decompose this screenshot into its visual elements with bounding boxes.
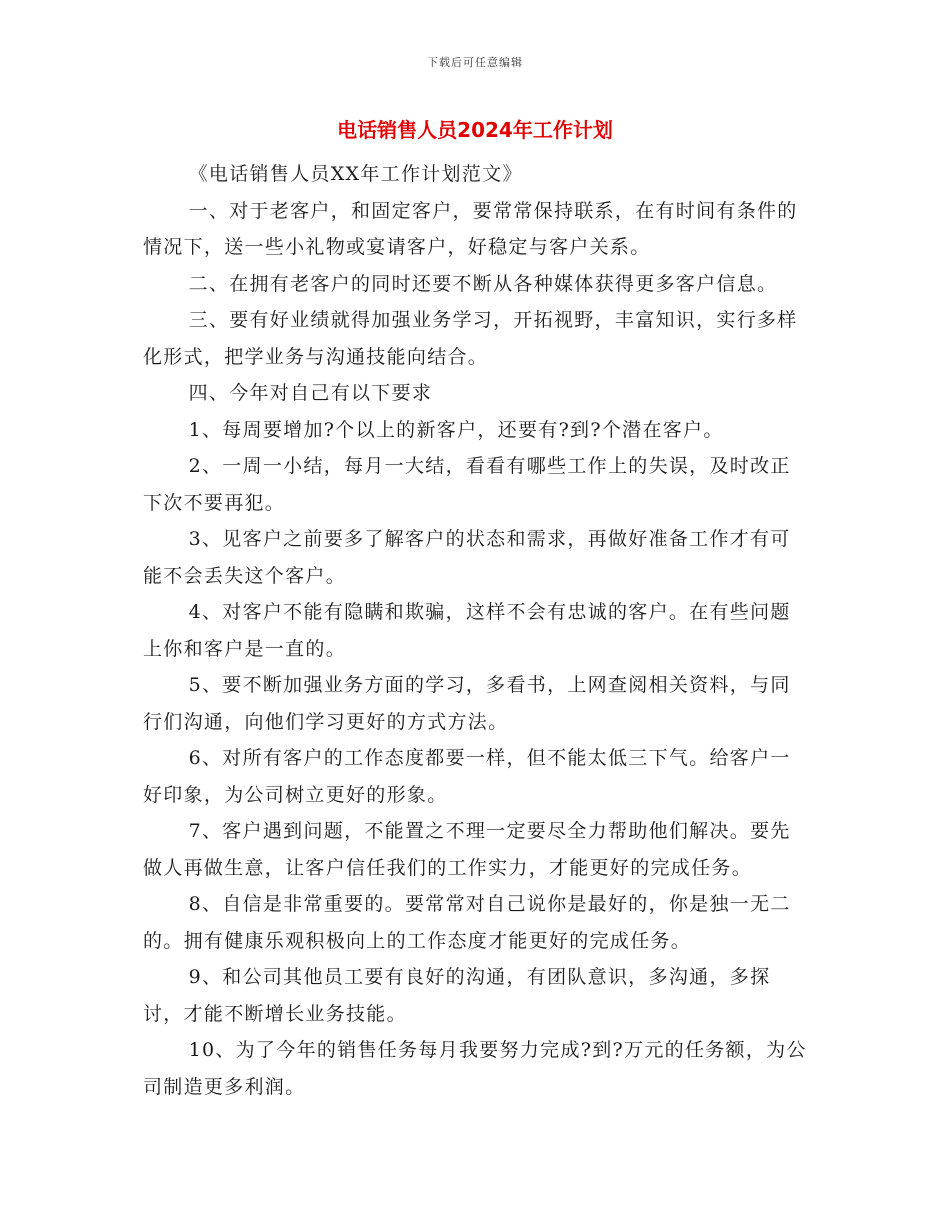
document-body [143, 156, 807, 1105]
requirement-9: 9、和公司其他员工要有良好的沟通，有团队意识，多沟通，多探讨，才能不断增长业务技能。 [143, 966, 771, 1025]
requirement-5: 5、要不断加强业务方面的学习，多看书，上网查阅相关资料，与同行们沟通，向他们学习更好的方式方法。 [143, 674, 791, 733]
requirement-4: 4、对客户不能有隐瞒和欺骗，这样不会有忠诚的客户。在有些问题上你和客户是一直的。 [143, 601, 791, 660]
requirement-1: 1、每周要增加?个以上的新客户，还要有?到?个潜在客户。 [188, 418, 724, 441]
requirement-2: 2、一周一小结，每月一大结，看看有哪些工作上的失误，及时改正下次不要再犯。 [143, 455, 791, 514]
requirement-8: 8、自信是非常重要的。要常常对自己说你是最好的，你是独一无二的。拥有健康乐观积极向上的工作态度才能更好的完成任务。 [143, 893, 791, 952]
requirement-6: 6、对所有客户的工作态度都要一样，但不能太低三下气。给客户一好印象，为公司树立更好的形象。 [143, 747, 791, 806]
requirement-7: 7、客户遇到问题，不能置之不理一定要尽全力帮助他们解决。要先做人再做生意，让客户信任我们的工作实力，才能更好的完成任务。 [143, 820, 791, 879]
document-title: 电话销售人员2024年工作计划 [337, 118, 613, 142]
paragraph-subtitle: 《电话销售人员XX年工作计划范文》 [188, 163, 523, 185]
requirement-3: 3、见客户之前要多了解客户的状态和需求，再做好准备工作才有可能不会丢失这个客户。 [143, 528, 791, 587]
paragraph-item-3: 三、要有好业绩就得加强业务学习，开拓视野，丰富知识，实行多样化形式，把学业务与沟通技能向结合。 [143, 309, 798, 368]
paragraph-item-4: 四、今年对自己有以下要求 [188, 382, 433, 404]
header-note: 下载后可任意编辑 [427, 56, 523, 69]
paragraph-item-1: 一、对于老客户，和固定客户，要常常保持联系，在有时间有条件的情况下，送一些小礼物或宴请客户，好稳定与客户关系。 [143, 199, 798, 258]
paragraph-item-2: 二、在拥有老客户的同时还要不断从各种媒体获得更多客户信息。 [188, 272, 778, 295]
requirement-10: 10、为了今年的销售任务每月我要努力完成?到?万元的任务额，为公司制造更多利润。 [143, 1039, 807, 1098]
